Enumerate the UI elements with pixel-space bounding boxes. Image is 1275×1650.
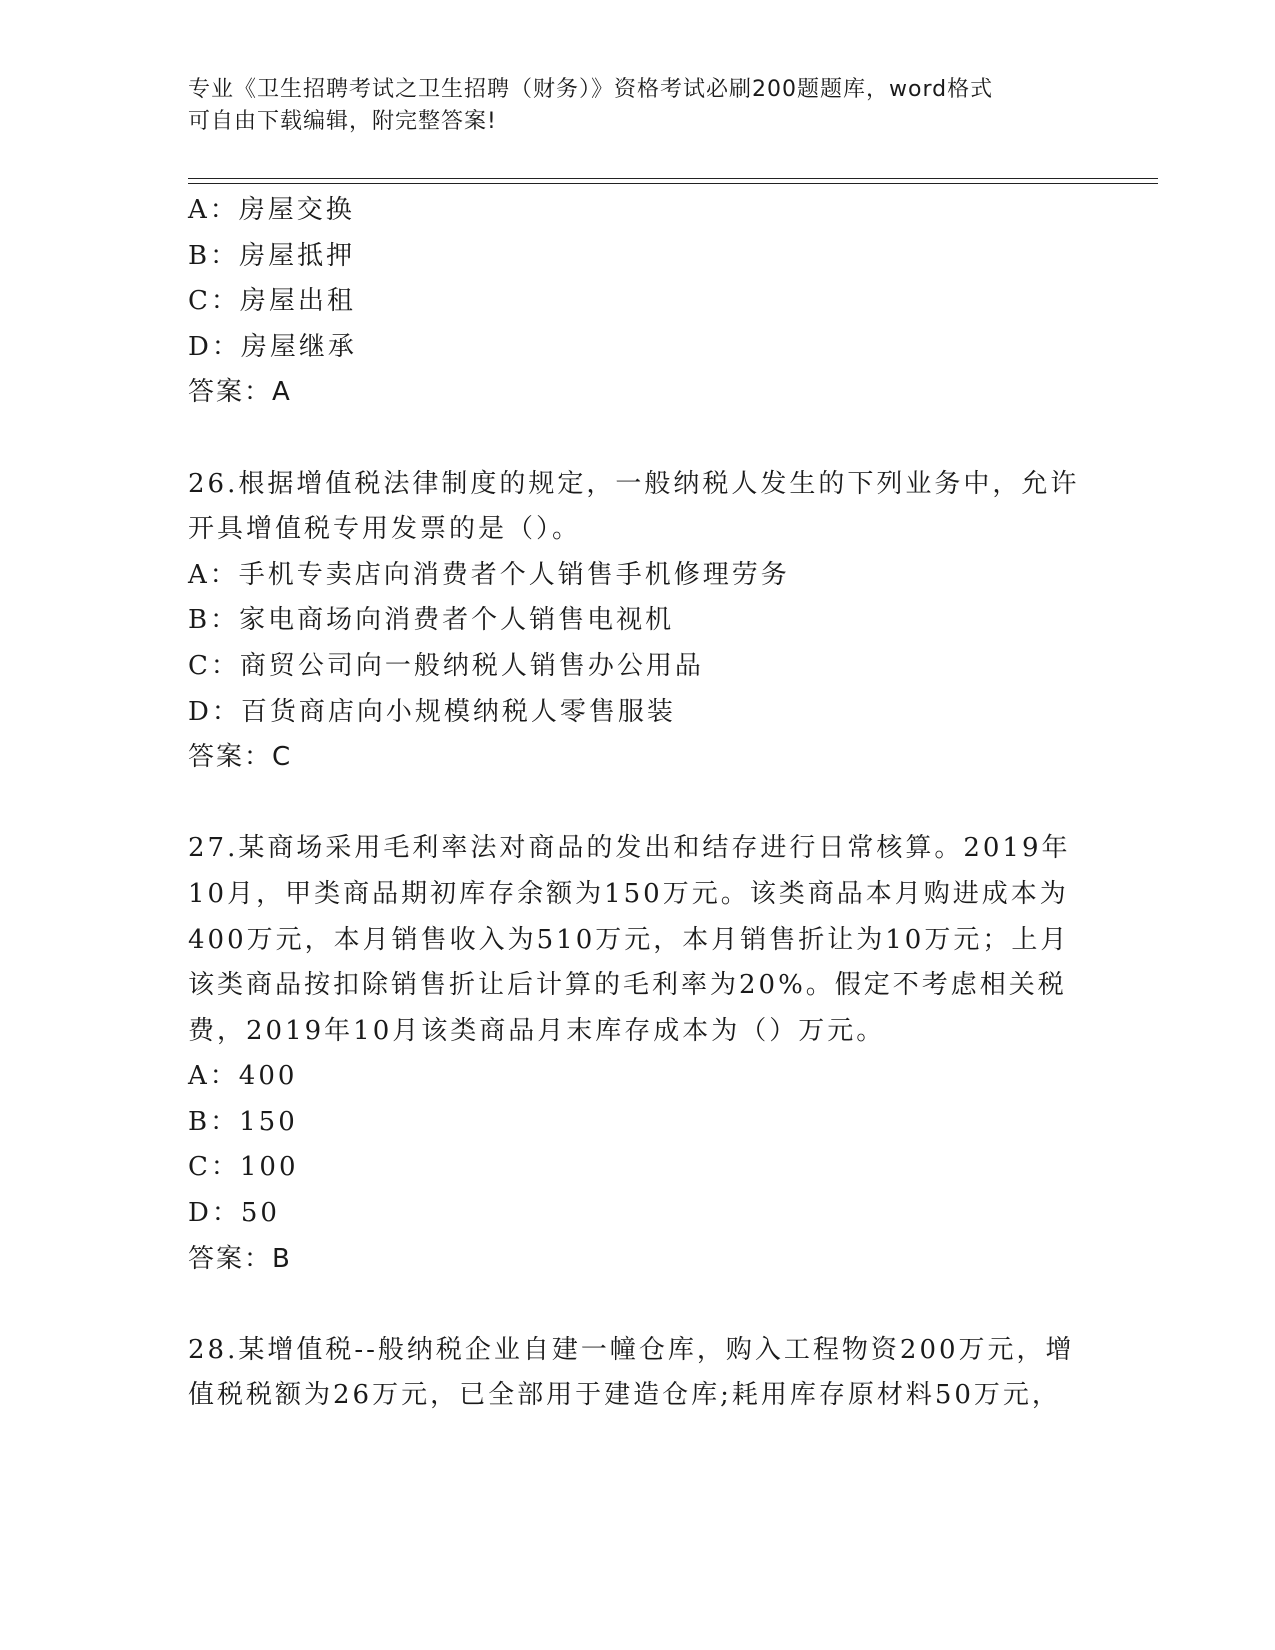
question-text: 400万元，本月销售收入为510万元，本月销售折让为10万元；上月: [188, 924, 1070, 955]
option-d: D：百货商店向小规模纳税人零售服装: [188, 696, 676, 727]
question-text: 10月，甲类商品期初库存余额为150万元。该类商品本月购进成本为: [188, 878, 1069, 909]
option-a: A：手机专卖店向消费者个人销售手机修理劳务: [188, 559, 790, 590]
question-25-block: [188, 188, 1088, 416]
question-28-block: [188, 1328, 1088, 1419]
question-text: 值税税额为26万元，已全部用于建造仓库;耗用库存原材料50万元，: [188, 1380, 1061, 1411]
question-text: 26.根据增值税法律制度的规定，一般纳税人发生的下列业务中，允许: [188, 468, 1080, 499]
question-26-block: [188, 462, 1088, 781]
spacer: [188, 416, 1088, 462]
option-b: B：150: [188, 1106, 298, 1137]
header-line-1: 专业《卫生招聘考试之卫生招聘（财务）》资格考试必刷200题题库，word格式: [188, 77, 994, 102]
question-text: 该类商品按扣除销售折让后计算的毛利率为20%。假定不考虑相关税: [188, 970, 1067, 1001]
header-line-2: 可自由下载编辑，附完整答案!: [188, 109, 497, 134]
option-c: C：100: [188, 1152, 299, 1183]
header-divider-bottom: [188, 183, 1158, 184]
question-text: 28.某增值税--般纳税企业自建一幢仓库，购入工程物资200万元，增: [188, 1334, 1075, 1365]
option-c: C：商贸公司向一般纳税人销售办公用品: [188, 650, 704, 681]
spacer: [188, 781, 1088, 827]
document-header: [188, 74, 1088, 138]
option-a: A：房屋交换: [188, 195, 355, 225]
question-text: 开具增值税专用发票的是（）。: [188, 514, 582, 545]
document-body: [188, 188, 1088, 1419]
option-c: C：房屋出租: [188, 286, 356, 317]
question-text: 27.某商场采用毛利率法对商品的发出和结存进行日常核算。2019年: [188, 833, 1071, 864]
answer-line: 答案：C: [188, 742, 293, 773]
option-b: B：房屋抵押: [188, 240, 356, 271]
option-d: D：50: [188, 1198, 280, 1229]
header-divider-top: [188, 178, 1158, 179]
question-text: 费，2019年10月该类商品月末库存成本为（）万元。: [188, 1015, 886, 1046]
answer-line: 答案：B: [188, 1243, 292, 1274]
question-27-block: [188, 826, 1088, 1282]
answer-line: 答案：A: [188, 377, 292, 408]
option-b: B：家电商场向消费者个人销售电视机: [188, 605, 675, 636]
option-a: A：400: [188, 1061, 298, 1092]
spacer: [188, 1282, 1088, 1328]
option-d: D：房屋继承: [188, 331, 357, 362]
